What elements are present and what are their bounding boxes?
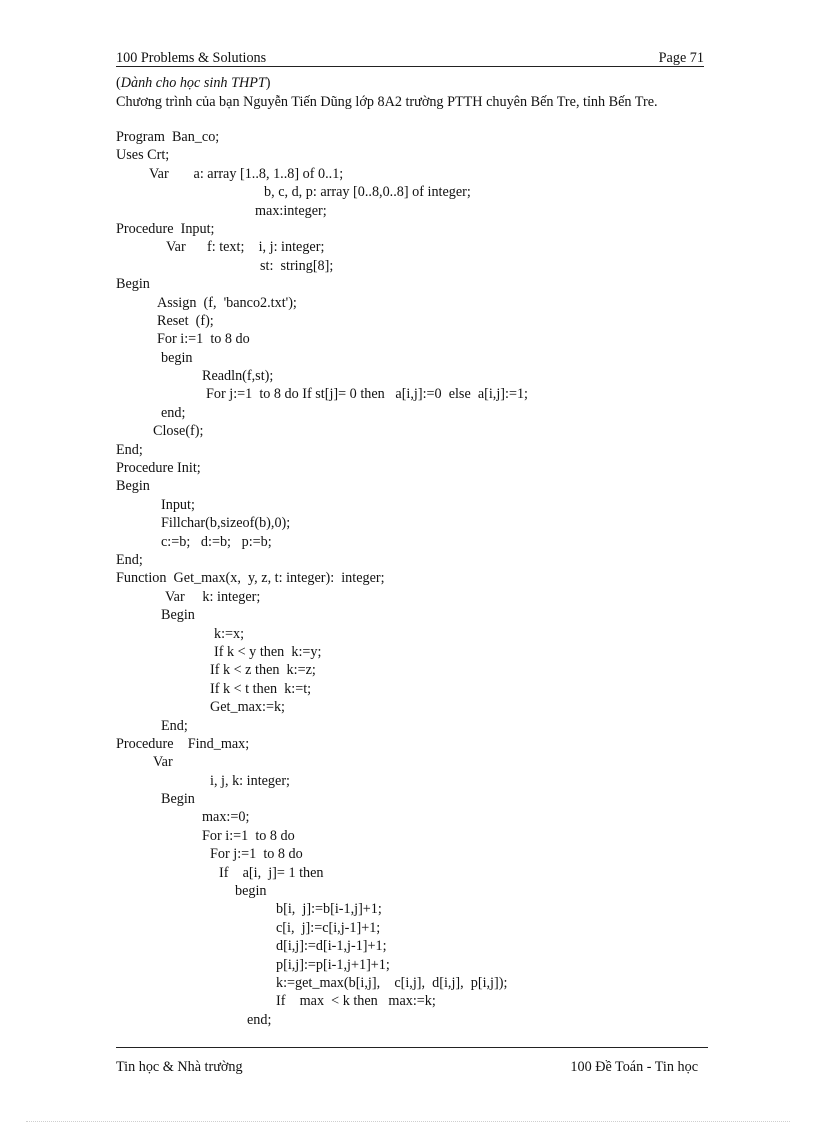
intro-section [116,74,714,111]
code-line: Procedure Input; [116,220,215,237]
code-line: If a[i, j]= 1 then [219,864,324,881]
code-line: b[i, j]:=b[i-1,j]+1; [276,901,382,918]
code-line: Readln(f,st); [202,368,274,385]
code-line: Close(f); [153,423,204,440]
code-line: End; [161,717,188,734]
code-line: i, j, k: integer; [210,772,290,789]
code-line: Reset (f); [157,312,214,329]
book-title: 100 Problems & Solutions [116,50,267,66]
code-line: Uses Crt; [116,147,170,164]
code-line: For j:=1 to 8 do [210,846,303,863]
code-line: Assign (f, 'banco2.txt'); [157,294,297,311]
code-line: Begin [161,607,195,624]
code-line: c[i, j]:=c[i,j-1]+1; [276,919,381,936]
pascal-code-listing [116,128,714,1029]
code-line: st: string[8]; [260,257,334,274]
code-line: For i:=1 to 8 do [157,331,250,348]
code-line: Procedure Find_max; [116,735,250,752]
code-line: Procedure Init; [116,460,201,477]
code-line: k:=x; [214,625,245,642]
code-line: Program Ban_co; [116,129,220,145]
code-line: d[i,j]:=d[i-1,j-1]+1; [276,938,387,955]
code-line: Var a: array [1..8, 1..8] of 0..1; [149,165,344,182]
audience-text: Dành cho học sinh THPT [120,75,266,91]
code-line: c:=b; d:=b; p:=b; [161,533,272,550]
code-line: If k < y then k:=y; [214,643,322,660]
code-line: k:=get_max(b[i,j], c[i,j], d[i,j], p[i,j]); [276,974,508,991]
audience-open-paren: ( [116,75,121,91]
code-line: Get_max:=k; [210,699,285,716]
audience-note [116,74,714,93]
footer-divider [116,1047,708,1048]
code-line: b, c, d, p: array [0..8,0..8] of integer; [264,184,471,201]
code-line: Begin [161,791,195,808]
audience-close-paren: ) [265,75,271,91]
code-line: end; [161,404,186,421]
code-line: Begin [116,276,150,293]
code-line: begin [235,883,267,900]
code-line: If k < z then k:=z; [210,662,316,679]
code-line: max:=0; [202,809,250,826]
code-line: max:integer; [255,202,327,219]
page-footer [116,1058,698,1076]
page-header [116,50,704,67]
code-line: For i:=1 to 8 do [202,827,295,844]
code-line: If max < k then max:=k; [276,993,436,1010]
code-line: p[i,j]:=p[i-1,j+1]+1; [276,956,390,973]
code-line: For j:=1 to 8 do If st[j]= 0 then a[i,j]:=0 else a[i,j]:=1; [206,386,529,403]
footer-series: 100 Đề Toán - Tin học [570,1059,698,1075]
author-credit: Chương trình của bạn Nguyễn Tiến Dũng lớp 8A2 trường PTTH chuyên Bến Tre, tỉnh Bến Tre. [116,93,658,110]
code-line: Var k: integer; [165,588,261,605]
code-line: Fillchar(b,sizeof(b),0); [161,515,291,532]
code-line: Begin [116,478,150,495]
code-line: begin [161,349,193,366]
footer-publication: Tin học & Nhà trường [116,1059,243,1075]
code-line: Input; [161,496,195,513]
code-line: End; [116,551,143,568]
code-line: End; [116,441,143,458]
code-line: If k < t then k:=t; [210,680,312,697]
page-bottom-dotted-line [26,1121,790,1122]
code-line: Var f: text; i, j: integer; [166,239,325,256]
code-line: Var [153,754,173,771]
code-line: Function Get_max(x, y, z, t: integer): integer; [116,570,385,587]
page-number: Page 71 [658,50,704,66]
code-line: end; [247,1011,272,1028]
